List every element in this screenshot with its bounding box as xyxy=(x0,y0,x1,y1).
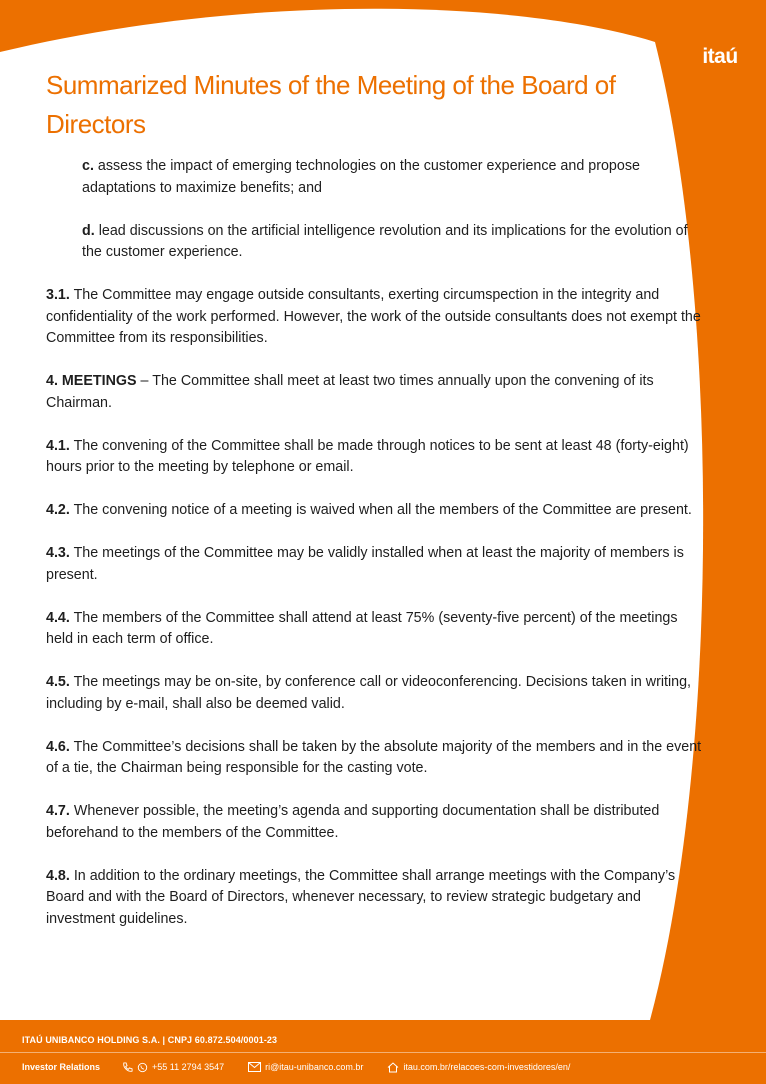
clause-label: 4.4. xyxy=(46,609,70,626)
clause-text: The meetings of the Committee may be validly installed when at least the majority of members is present. xyxy=(46,545,684,583)
clause-text: The convening of the Committee shall be made through notices to be sent at least 48 (forty-eight) hours prior to the meeting by telephone or email. xyxy=(46,437,689,475)
company-info: ITAÚ UNIBANCO HOLDING S.A. | CNPJ 60.872.504/0001-23 xyxy=(22,1035,278,1045)
page-footer xyxy=(0,1020,766,1084)
clause-label: 3.1. xyxy=(46,287,70,303)
clause-label: d. xyxy=(82,222,95,239)
clause-label: 4.6. xyxy=(46,738,70,755)
clause-4-meetings xyxy=(46,371,706,414)
phone-contact[interactable] xyxy=(122,1062,224,1073)
clause-4-7 xyxy=(46,801,706,844)
phone-icon xyxy=(122,1062,133,1073)
investor-relations-label: Investor Relations xyxy=(22,1062,101,1072)
clause-c xyxy=(82,156,706,199)
itau-logo xyxy=(692,29,748,85)
footer-contacts xyxy=(22,1060,752,1074)
clause-label: 4.2. xyxy=(46,502,70,518)
clause-text: assess the impact of emerging technologies on the customer experience and propose adaptations to maximize benefits; and xyxy=(82,158,640,196)
footer-divider xyxy=(0,1052,766,1053)
clause-text: The members of the Committee shall attend at least 75% (seventy-five percent) of the meetings held in each term of office. xyxy=(46,609,678,647)
clause-text: Whenever possible, the meeting’s agenda and supporting documentation shall be distributed beforehand to the members of the Committee. xyxy=(46,803,660,841)
clause-d xyxy=(82,221,706,264)
clause-label: 4. MEETINGS xyxy=(46,373,137,389)
website-contact[interactable] xyxy=(387,1062,570,1073)
clause-4-3 xyxy=(46,543,706,586)
clause-label: 4.5. xyxy=(46,674,70,690)
page-title: Summarized Minutes of the Meeting of the Board of Directors xyxy=(46,70,616,139)
clause-label: 4.8. xyxy=(46,867,70,884)
whatsapp-icon xyxy=(137,1062,148,1073)
document-body xyxy=(46,156,706,952)
clause-4-1 xyxy=(46,436,706,479)
clause-text: The meetings may be on-site, by conference call or videoconferencing. Decisions taken in writing, including by e-mail, shall also be deemed valid. xyxy=(46,674,692,712)
clause-4-4 xyxy=(46,608,706,651)
logo-text: itaú xyxy=(702,45,738,68)
clause-4-5 xyxy=(46,672,706,715)
email-contact[interactable] xyxy=(248,1062,363,1072)
clause-3-1 xyxy=(46,285,706,350)
clause-text: The convening notice of a meeting is waived when all the members of the Committee are present. xyxy=(69,502,692,518)
clause-label: 4.7. xyxy=(46,803,70,819)
mail-icon xyxy=(248,1062,261,1072)
clause-4-6 xyxy=(46,737,706,780)
clause-label: c. xyxy=(82,158,94,174)
home-icon xyxy=(387,1062,399,1073)
clause-text: lead discussions on the artificial intelligence revolution and its implications for the evolution of the customer experience. xyxy=(82,222,688,260)
clause-text: – The Committee shall meet at least two times annually upon the convening of its Chairman. xyxy=(46,373,654,411)
clause-label: 4.1. xyxy=(46,437,70,454)
email-address: ri@itau-unibanco.com.br xyxy=(265,1062,364,1072)
website-url: itau.com.br/relacoes-com-investidores/en/ xyxy=(403,1062,571,1072)
clause-text: In addition to the ordinary meetings, the Committee shall arrange meetings with the Company’s Board and with the Board of Directors, whenever necessary, to review strategic budgetary and investment guidelines. xyxy=(46,867,676,927)
clause-4-2 xyxy=(46,500,706,522)
clause-label: 4.3. xyxy=(46,545,70,561)
clause-4-8 xyxy=(46,866,706,931)
clause-text: The Committee’s decisions shall be taken by the absolute majority of the members and in the event of a tie, the Chairman being responsible for the casting vote. xyxy=(46,738,702,776)
clause-text: The Committee may engage outside consultants, exerting circumspection in the integrity and confidentiality of the work performed. However, the work of the outside consultants does not exempt the Committee from its responsibilities. xyxy=(46,287,701,346)
phone-number: +55 11 2794 3547 xyxy=(152,1062,225,1072)
